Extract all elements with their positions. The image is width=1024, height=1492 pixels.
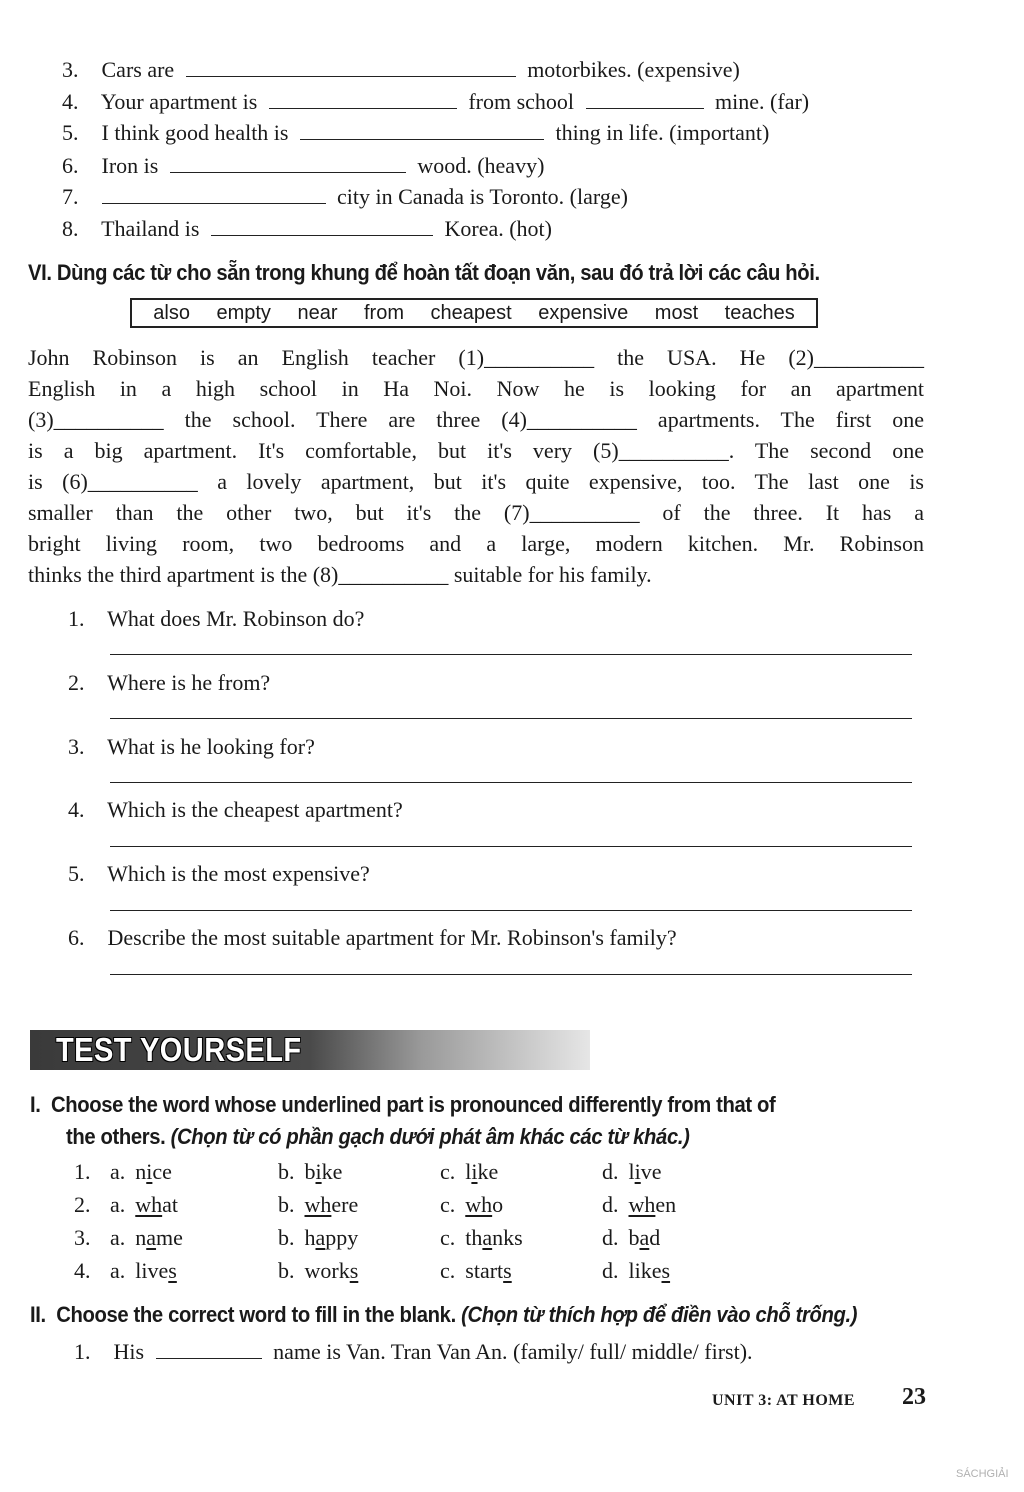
choice-underlined-part: s [168,1258,177,1283]
item-number: 8. [62,216,79,241]
choice-option[interactable] [440,1158,498,1186]
item-text-after: Korea. (hot) [444,216,552,241]
answer-line[interactable] [110,654,912,655]
question-number: 3. [74,1225,91,1250]
answer-line[interactable] [110,782,912,783]
item-text-after: wood. (heavy) [417,153,545,178]
choice-option[interactable] [602,1158,662,1186]
choice-option[interactable] [110,1191,178,1219]
choice-word-end: d [649,1225,661,1250]
section-i-heading-cont [66,1122,689,1152]
item-number: 3. [62,57,79,82]
exercise-item [62,119,769,147]
choice-word-start: n [135,1159,147,1184]
choice-option[interactable] [602,1224,660,1252]
question-text: Where is he from? [107,670,271,695]
question-number: 3. [68,734,85,759]
exercise-item [62,56,740,84]
passage-line: (3)__________ the school. There are three (4)__________ apartments. The first one [28,407,924,432]
choice-option[interactable] [110,1224,183,1252]
exercise-item [62,183,628,211]
item-text-after: thing in life. (important) [555,120,770,145]
choice-option[interactable] [440,1191,503,1219]
section-i-heading [30,1090,775,1120]
choice-word-end: en [655,1192,677,1217]
choice-word-end: ppy [325,1225,359,1250]
item-text-before: Thailand is [101,216,200,241]
word-box-item: also [153,301,190,324]
choice-underlined-part: a [315,1225,326,1250]
exercise-item [74,1338,753,1366]
question-item [68,669,270,697]
item-text-after-2: mine. (far) [715,89,810,114]
choice-letter: c. [440,1159,456,1184]
choice-letter: a. [110,1258,126,1283]
choice-underlined-part: wh [465,1192,493,1217]
choice-underlined-part: s [661,1258,671,1283]
passage-line: bright living room, two bedrooms and a large, modern kitchen. Mr. Robinson [28,531,924,556]
item-text-before: Cars are [101,57,175,82]
choice-word-start: n [135,1225,147,1250]
choice-option[interactable] [602,1257,670,1285]
answer-blank[interactable] [269,90,457,109]
choice-letter: d. [602,1192,619,1217]
word-box [130,298,818,328]
item-number: 7. [62,184,79,209]
question-text: What is he looking for? [107,734,315,759]
section-number: II. [30,1302,46,1327]
choice-underlined-part: s [349,1258,359,1283]
item-text-after: from school [468,89,575,114]
question-text: Which is the most expensive? [107,861,370,886]
answer-blank[interactable] [170,154,406,173]
choice-option[interactable] [278,1158,342,1186]
answer-blank[interactable] [211,217,433,236]
choice-letter: b. [278,1159,295,1184]
choice-option[interactable] [278,1224,358,1252]
question-item [68,733,315,761]
choice-underlined-part: wh [304,1192,332,1217]
item-number: 1. [74,1339,91,1364]
unit-label: UNIT 3: AT HOME [712,1392,856,1409]
answer-line[interactable] [110,718,912,719]
choice-underlined-part: a [482,1225,493,1250]
choice-word-end: ve [640,1159,662,1184]
choice-underlined-part: i [634,1159,641,1184]
item-text-after: motorbikes. (expensive) [527,57,740,82]
word-box-item: most [654,301,699,324]
item-text-before: His [113,1339,145,1364]
choice-word-start: b [628,1225,640,1250]
choice-word-start: h [304,1225,316,1250]
choice-option[interactable] [110,1257,177,1285]
question-number: 4. [68,797,85,822]
choice-word-start: l [628,1159,635,1184]
section-translation: (Chọn từ thích hợp để điền vào chỗ trống.) [461,1302,858,1327]
word-box-item: teaches [724,301,795,324]
choice-letter: d. [602,1159,619,1184]
question-number: 4. [74,1258,91,1283]
word-box-item: near [297,301,338,324]
word-box-item: empty [216,301,271,324]
question-text: What does Mr. Robinson do? [107,606,365,631]
section-instruction: Choose the correct word to fill in the blank. [56,1302,456,1327]
item-text-after: city in Canada is Toronto. (large) [337,184,628,209]
section-translation: (Chọn từ có phần gạch dưới phát âm khác các từ khác.) [170,1124,690,1149]
passage-line: thinks the third apartment is the (8)__________ suitable for his family. [28,562,652,587]
question-number: 5. [68,861,85,886]
choice-word-start: live [135,1258,169,1283]
question-number: 6. [68,925,85,950]
choice-word-end: o [492,1192,504,1217]
choice-option[interactable] [110,1158,172,1186]
choice-option[interactable] [602,1191,676,1219]
choice-letter: d. [602,1225,619,1250]
choice-underlined-part: a [146,1225,157,1250]
section-instruction: Choose the word whose underlined part is pronounced differently from that of [51,1092,776,1117]
choice-underlined-part: i [146,1159,153,1184]
section-instruction-cont: the others. [66,1124,166,1149]
passage-line: is (6)__________ a lovely apartment, but it's quite expensive, too. The last one is [28,469,924,494]
choice-letter: b. [278,1258,295,1283]
question-text: Which is the cheapest apartment? [107,797,403,822]
question-item [68,860,370,888]
passage-line: John Robinson is an English teacher (1)__________ the USA. He (2)__________ [28,345,924,370]
item-text-after: name is Van. Tran Van An. (family/ full/ middle/ first). [273,1339,753,1364]
choice-option[interactable] [278,1191,358,1219]
choice-word-end: ke [321,1159,343,1184]
choice-underlined-part: a [639,1225,650,1250]
question-number: 2. [74,1192,91,1217]
section-ii-heading [30,1300,857,1330]
answer-line[interactable] [110,910,912,911]
exercise-item [62,88,809,116]
choice-word-start: l [465,1159,472,1184]
section-vi-heading: VI. Dùng các từ cho sẵn trong khung để hoàn tất đoạn văn, sau đó trả lời các câu hỏi. [28,260,820,285]
choice-underlined-part: i [315,1159,322,1184]
choice-letter: c. [440,1258,456,1283]
item-text-before: Iron is [101,153,159,178]
choice-word-end: at [162,1192,179,1217]
section-number: I. [30,1092,41,1117]
question-number: 1. [74,1159,91,1184]
item-number: 4. [62,89,79,114]
choice-word-start: b [304,1159,316,1184]
answer-line[interactable] [110,974,912,975]
word-box-item: from [364,301,404,324]
word-box-item: expensive [538,301,629,324]
choice-option[interactable] [278,1257,358,1285]
choice-letter: a. [110,1159,126,1184]
choice-letter: d. [602,1258,619,1283]
choice-word-end: ere [331,1192,359,1217]
choice-letter: c. [440,1225,456,1250]
question-number: 1. [68,606,85,631]
exercise-item [62,215,552,243]
answer-blank[interactable] [102,185,326,204]
choice-option[interactable] [440,1257,512,1285]
choice-word-end: nks [492,1225,523,1250]
choice-option[interactable] [440,1224,523,1252]
item-text-before: Your apartment is [100,89,258,114]
passage-line: is a big apartment. It's comfortable, but it's very (5)__________. The second one [28,438,924,463]
choice-word-start: work [304,1258,350,1283]
question-item [68,605,364,633]
choice-word-start: th [465,1225,483,1250]
answer-blank[interactable] [300,121,544,140]
question-item [68,796,403,824]
choice-word-start: like [628,1258,662,1283]
question-text: Describe the most suitable apartment for Mr. Robinson's family? [107,925,677,950]
choice-letter: b. [278,1225,295,1250]
answer-blank[interactable] [156,1340,262,1359]
page-number: 23 [902,1384,926,1410]
answer-line[interactable] [110,846,912,847]
choice-word-end: ke [477,1159,499,1184]
choice-underlined-part: wh [135,1192,163,1217]
exercise-item [62,152,544,180]
choice-letter: b. [278,1192,295,1217]
item-number: 6. [62,153,79,178]
question-number: 2. [68,670,85,695]
passage-line: smaller than the other two, but it's the (7)__________ of the three. It has a [28,500,924,525]
choice-letter: a. [110,1225,126,1250]
test-yourself-banner [30,1030,590,1070]
answer-blank[interactable] [186,58,516,77]
question-item [68,924,677,952]
passage-line: English in a high school in Ha Noi. Now he is looking for an apartment [28,376,924,401]
choice-underlined-part: s [503,1258,512,1283]
item-text-before: I think good health is [101,120,289,145]
choice-word-start: start [465,1258,504,1283]
choice-letter: c. [440,1192,456,1217]
test-yourself-title: TEST YOURSELF [56,1031,302,1068]
choice-underlined-part: wh [628,1192,656,1217]
choice-underlined-part: i [471,1159,478,1184]
item-number: 5. [62,120,79,145]
choice-word-end: ce [152,1159,172,1184]
answer-blank[interactable] [586,90,704,109]
choice-letter: a. [110,1192,126,1217]
watermark: SÁCHGIẢI [956,1468,1009,1480]
choice-word-end: me [156,1225,183,1250]
word-box-item: cheapest [430,301,512,324]
